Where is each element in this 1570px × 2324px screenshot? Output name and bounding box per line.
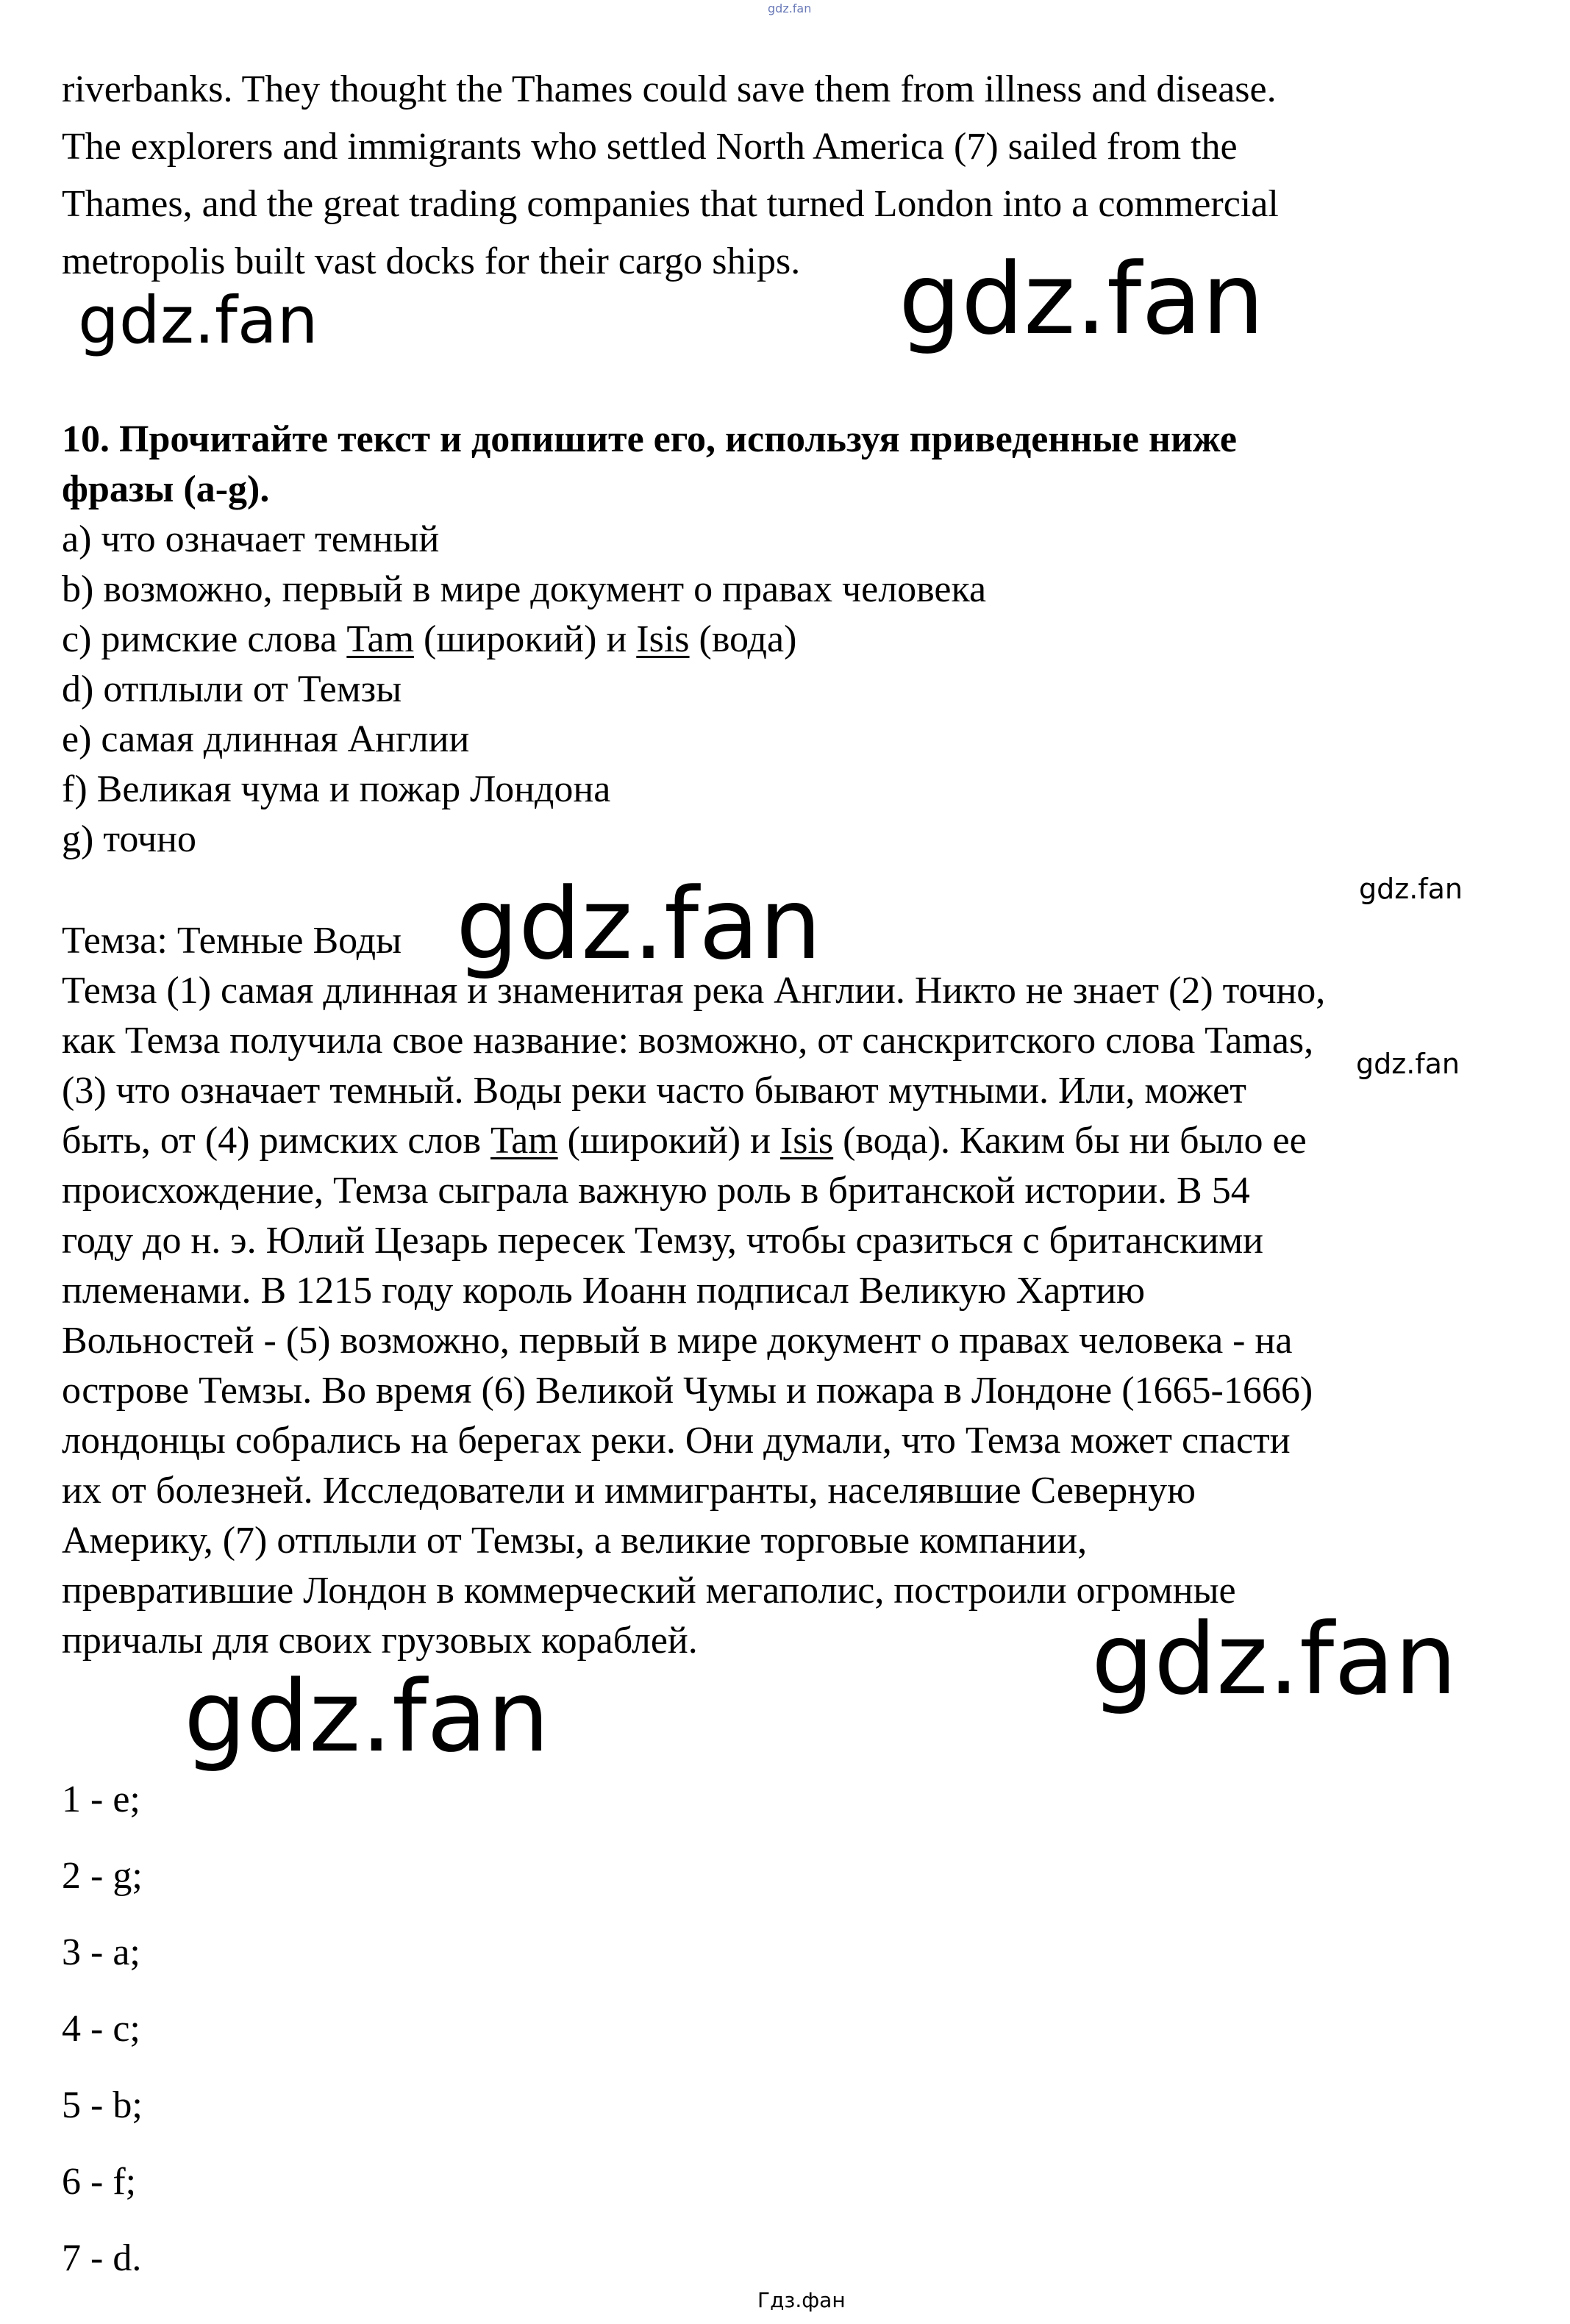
- top-watermark: gdz.fan: [768, 1, 812, 15]
- option-f: f) Великая чума и пожар Лондона: [62, 768, 611, 810]
- intro-line-2: The explorers and immigrants who settled North America (7) sailed from the: [62, 126, 1238, 168]
- text-segment: (вода). Каким бы ни было ее: [833, 1120, 1307, 1162]
- answer-1: 1 - e;: [62, 1778, 140, 1820]
- text-line: племенами. В 1215 году король Иоанн подписал Великую Хартию: [62, 1270, 1145, 1312]
- option-c-text: (широкий) и: [414, 618, 637, 660]
- text-line: превратившие Лондон в коммерческий мегаполис, построили огромные: [62, 1570, 1236, 1612]
- option-a: a) что означает темный: [62, 518, 440, 560]
- task-heading-cont: фразы (a-g).: [62, 468, 270, 510]
- text-line: происхождение, Темза сыграла важную роль в британской истории. В 54: [62, 1170, 1250, 1212]
- task-heading: 10. Прочитайте текст и допишите его, используя приведенные ниже: [62, 418, 1238, 460]
- watermark: gdz.fan: [78, 282, 318, 358]
- intro-line-3: Thames, and the great trading companies that turned London into a commercial: [62, 183, 1279, 225]
- intro-line-4: metropolis built vast docks for their cargo ships.: [62, 240, 801, 282]
- text-line: лондонцы собрались на берегах реки. Они думали, что Темза может спасти: [62, 1420, 1291, 1462]
- answer-3: 3 - a;: [62, 1931, 140, 1973]
- option-c-text: c) римские слова: [62, 618, 347, 660]
- text-line: острове Темзы. Во время (6) Великой Чумы и пожара в Лондоне (1665-1666): [62, 1370, 1313, 1412]
- text-line: Вольностей - (5) возможно, первый в мире документ о правах человека - на: [62, 1320, 1293, 1362]
- text-line: как Темза получила свое название: возможно, от санскритского слова Tamas,: [62, 1020, 1314, 1062]
- option-d: d) отплыли от Темзы: [62, 668, 402, 710]
- option-c: [62, 615, 796, 665]
- option-c-word-tam: Tam: [346, 618, 415, 660]
- intro-line-1: riverbanks. They thought the Thames could save them from illness and disease.: [62, 68, 1277, 110]
- text-title: Темза: Темные Воды: [62, 920, 402, 962]
- answer-5: 5 - b;: [62, 2084, 143, 2126]
- watermark: gdz.fan: [456, 867, 822, 982]
- option-c-text: (вода): [689, 618, 797, 660]
- text-line: году до н. э. Юлий Цезарь пересек Темзу, чтобы сразиться с британскими: [62, 1220, 1264, 1262]
- answer-7: 7 - d.: [62, 2237, 142, 2279]
- text-line: причалы для своих грузовых кораблей.: [62, 1620, 698, 1662]
- watermark: gdz.fan: [1359, 873, 1463, 905]
- text-line: (3) что означает темный. Воды реки часто бывают мутными. Или, может: [62, 1070, 1246, 1112]
- text-line: [62, 1116, 1307, 1166]
- answer-4: 4 - c;: [62, 2008, 140, 2050]
- text-word-isis: Isis: [779, 1120, 834, 1162]
- text-line: Америку, (7) отплыли от Темзы, а великие торговые компании,: [62, 1520, 1088, 1562]
- watermark: gdz.fan: [1091, 1602, 1457, 1717]
- text-segment: быть, от (4) римских слов: [62, 1120, 490, 1162]
- text-line: Темза (1) самая длинная и знаменитая река Англии. Никто не знает (2) точно,: [62, 970, 1326, 1012]
- answer-2: 2 - g;: [62, 1855, 143, 1897]
- answer-6: 6 - f;: [62, 2161, 137, 2203]
- option-g: g) точно: [62, 818, 196, 860]
- watermark: gdz.fan: [184, 1659, 550, 1774]
- footer-mark: Гдз.фан: [757, 2288, 846, 2312]
- watermark: gdz.fan: [1356, 1048, 1460, 1080]
- option-b: b) возможно, первый в мире документ о правах человека: [62, 568, 987, 610]
- text-line: их от болезней. Исследователи и иммигранты, населявшие Северную: [62, 1470, 1196, 1512]
- option-c-word-isis: Isis: [636, 618, 690, 660]
- option-e: e) самая длинная Англии: [62, 718, 470, 760]
- text-segment: (широкий) и: [557, 1120, 780, 1162]
- watermark: gdz.fan: [899, 242, 1265, 357]
- text-word-tam: Tam: [490, 1120, 558, 1162]
